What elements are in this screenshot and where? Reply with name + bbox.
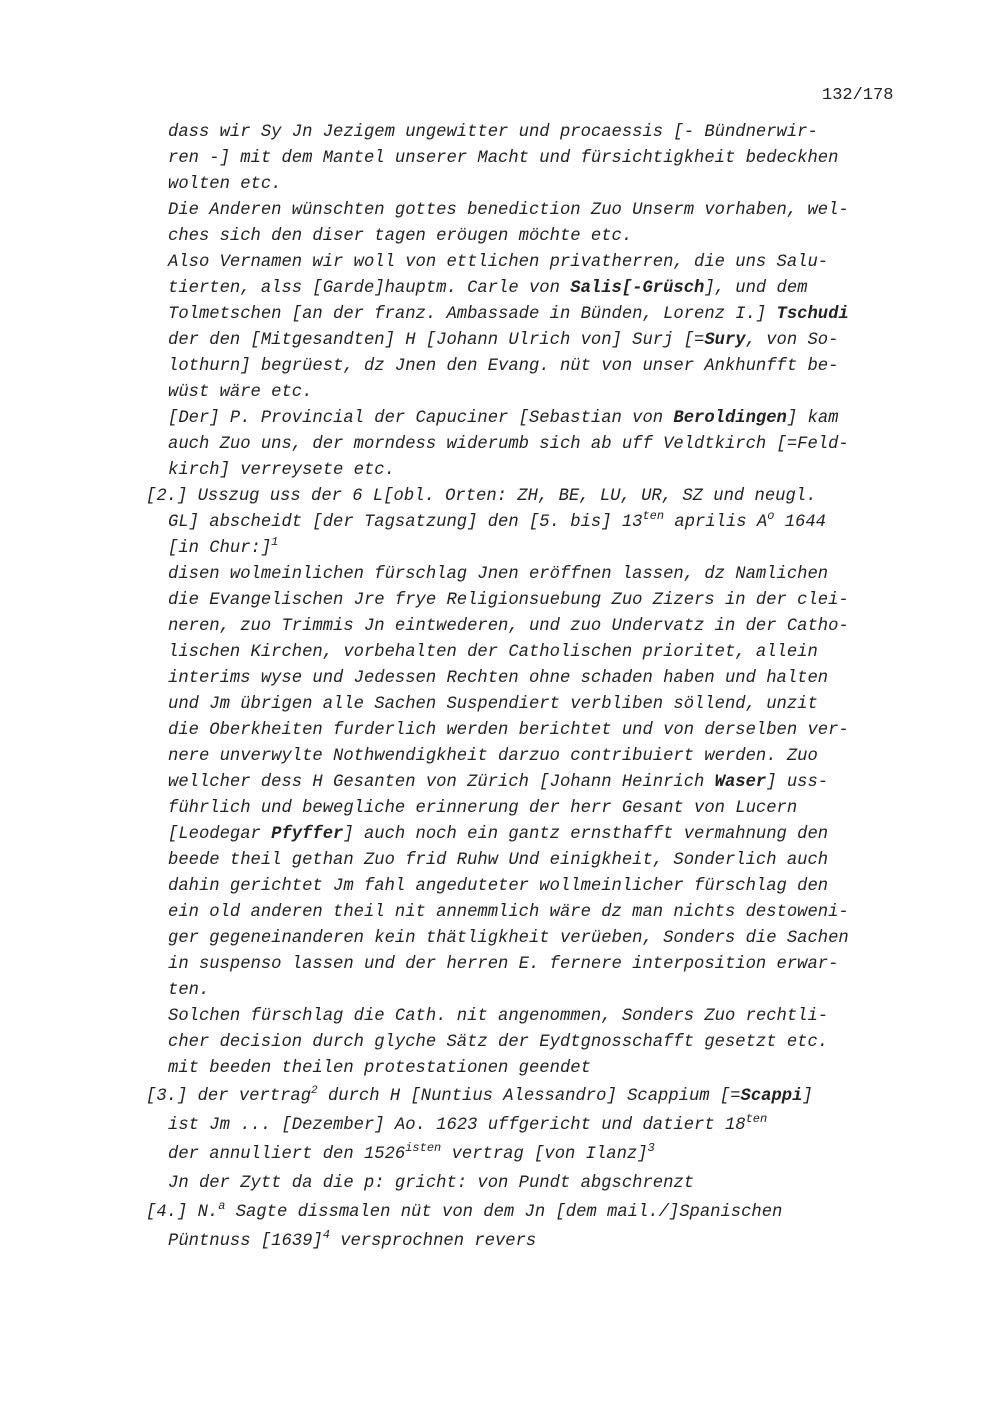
text-line <box>146 510 926 536</box>
line-text: ], und dem <box>704 279 808 298</box>
superscript: isten <box>405 1141 442 1155</box>
text-line: mit beeden theilen protestationen geendet <box>168 1059 591 1078</box>
text-line: Solchen fürschlag die Cath. nit angenommen, Sonders Zuo rechtli- <box>168 1007 829 1026</box>
text-line: interims wyse und Jedessen Rechten ohne schaden haben und halten <box>168 669 829 688</box>
text-line: Jn der Zytt da die p: gricht: von Pundt abgschrenzt <box>168 1174 695 1193</box>
footnote-ref: 4 <box>322 1228 330 1242</box>
person-name: Tschudi <box>776 305 849 324</box>
line-text: GL] abscheidt [der Tagsatzung] den [5. bis] 13 <box>168 513 643 532</box>
text-line <box>146 406 926 432</box>
section-heading <box>146 1082 926 1111</box>
line-text: wellcher dess H Gesanten von Zürich [Johann Heinrich <box>168 773 715 792</box>
superscript: o <box>767 509 775 523</box>
person-name: Salis[-Grüsch <box>570 279 705 298</box>
section-heading: [2.] Usszug uss der 6 L[obl. Orten: ZH, BE, LU, UR, SZ und neugl. <box>146 487 817 506</box>
text-line <box>146 770 926 796</box>
text-line: auch Zuo uns, der morndess widerumb sich ab uff Veldtkirch [=Feld- <box>168 435 849 454</box>
text-line: Die Anderen wünschten gottes benediction Zuo Unserm vorhaben, wel- <box>168 201 849 220</box>
line-text: ] <box>802 1087 813 1106</box>
text-line: wolten etc. <box>168 175 282 194</box>
line-text: versprochnen revers <box>329 1232 537 1251</box>
line-text: durch H [Nuntius Alessandro] Scappium [= <box>317 1087 741 1106</box>
footnote-ref: 2 <box>311 1085 318 1097</box>
text-line: nere unverwylte Nothwendigkheit darzuo contribuiert werden. Zuo <box>168 747 818 766</box>
superscript: a <box>218 1199 226 1213</box>
line-text: [Leodegar <box>168 825 272 844</box>
person-name: Scappi <box>740 1087 803 1106</box>
line-text: vertrag [von Ilanz] <box>441 1145 648 1164</box>
line-text: ist Jm ... [Dezember] Ao. 1623 uffgericht und datiert 18 <box>168 1116 746 1135</box>
text-line: dahin gerichtet Jm fahl angeduteter wollmeinlicher fürschlag den <box>168 877 829 896</box>
line-text: Püntnuss [1639] <box>168 1232 323 1251</box>
text-line: führlich und bewegliche erinnerung der herr Gesant von Lucern <box>168 799 798 818</box>
text-line <box>146 1111 926 1140</box>
footnote-ref: 1 <box>271 535 279 549</box>
person-name: Pfyffer <box>271 825 344 844</box>
person-name: Waser <box>714 773 767 792</box>
text-line: wüst wäre etc. <box>168 383 313 402</box>
line-text: [in Chur:] <box>168 539 272 558</box>
text-line <box>146 276 926 302</box>
line-text: der den [Mitgesandten] H [Johann Ulrich von] Surj [= <box>168 331 705 350</box>
document-body <box>146 120 926 1256</box>
text-line: ten. <box>168 981 210 1000</box>
page-number: 132/178 <box>822 86 894 105</box>
text-line: und Jm übrigen alle Sachen Suspendiert verbliben söllend, unzit <box>168 695 818 714</box>
text-line <box>146 1140 926 1169</box>
line-text: der annulliert den 1526 <box>168 1145 406 1164</box>
text-line <box>146 328 926 354</box>
text-line: lothurn] begrüest, dz Jnen den Evang. nüt von unser Ankhunfft be- <box>168 357 839 376</box>
section-heading <box>146 1198 926 1227</box>
line-text: aprilis A <box>664 513 768 532</box>
text-line: beede theil gethan Zuo frid Ruhw Und einigkheit, Sonderlich auch <box>168 851 829 870</box>
line-text: ] uss- <box>766 773 829 792</box>
text-line: neren, zuo Trimmis Jn eintwederen, und zuo Undervatz in der Catho- <box>168 617 849 636</box>
line-text: [3.] der vertrag <box>146 1087 312 1106</box>
text-line: kirch] verreysete etc. <box>168 461 395 480</box>
line-text: ] auch noch ein gantz ernsthafft vermahnung den <box>343 825 829 844</box>
text-line: cher decision durch glyche Sätz der Eydtgnosschafft gesetzt etc. <box>168 1033 829 1052</box>
text-line: in suspenso lassen und der herren E. fernere interposition erwar- <box>168 955 839 974</box>
line-text: 1644 <box>774 513 826 532</box>
line-text: , von So- <box>745 331 839 350</box>
person-name: Sury <box>704 331 746 350</box>
text-line <box>146 536 926 562</box>
text-line: ren -] mit dem Mantel unserer Macht und fürsichtigkheit bedeckhen <box>168 149 839 168</box>
text-line: ches sich den diser tagen eröugen möchte etc. <box>168 227 633 246</box>
text-line <box>146 1227 926 1256</box>
text-line <box>146 302 926 328</box>
text-line: die Evangelischen Jre frye Religionsuebung Zuo Zizers in der clei- <box>168 591 849 610</box>
person-name: Beroldingen <box>673 409 787 428</box>
footnote-ref: 3 <box>647 1141 655 1155</box>
text-line: lischen Kirchen, vorbehalten der Catholischen prioritet, allein <box>168 643 818 662</box>
text-line: die Oberkheiten furderlich werden berichtet und von derselben ver- <box>168 721 849 740</box>
line-text: [Der] P. Provincial der Capuciner [Sebastian von <box>168 409 674 428</box>
line-text: ] kam <box>786 409 839 428</box>
text-line: ein old anderen theil nit annemmlich wäre dz man nichts destoweni- <box>168 903 849 922</box>
line-text: tierten, alss [Garde]hauptm. Carle von <box>168 279 571 298</box>
line-text: Tolmetschen [an der franz. Ambassade in Bünden, Lorenz I.] <box>168 305 777 324</box>
line-text: Sagte dissmalen nüt von dem Jn [dem mail./]Spanischen <box>225 1203 783 1222</box>
text-line: disen wolmeinlichen fürschlag Jnen eröffnen lassen, dz Namlichen <box>168 565 829 584</box>
text-line <box>146 822 926 848</box>
line-text: [4.] N. <box>146 1203 219 1222</box>
superscript: ten <box>745 1112 768 1126</box>
text-line: Also Vernamen wir woll von ettlichen privatherren, die uns Salu- <box>168 253 829 272</box>
superscript: ten <box>642 509 665 523</box>
text-line: dass wir Sy Jn Jezigem ungewitter und procaessis [- Bündnerwir- <box>168 123 818 142</box>
text-line: ger gegeneinanderen kein thätligkheit verüeben, Sonders die Sachen <box>168 929 849 948</box>
